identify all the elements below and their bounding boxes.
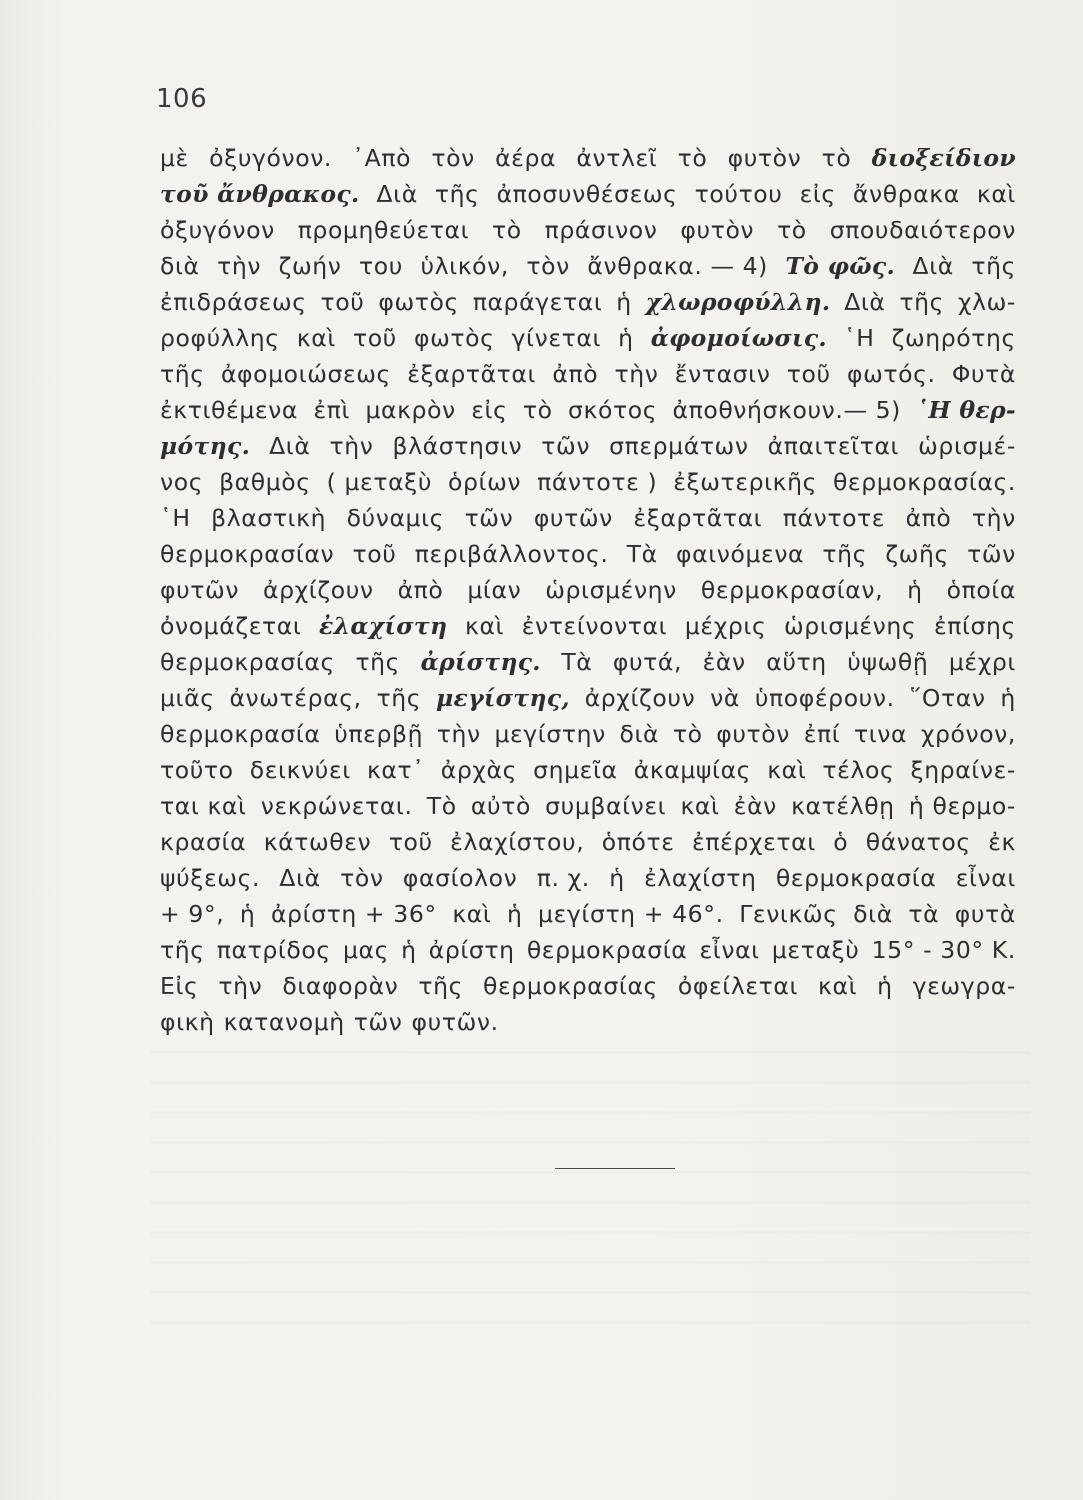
word: εἰς xyxy=(471,396,508,424)
word: εἶναι xyxy=(955,864,1016,892)
word: ὡρισμέ- xyxy=(918,432,1016,460)
word: θερμοκρασία xyxy=(526,936,688,964)
text-line xyxy=(160,464,1016,500)
word: δεικνύει xyxy=(249,756,351,784)
word: τὴν xyxy=(217,252,262,280)
word: αὐτὸ xyxy=(470,792,531,820)
word: ὁ xyxy=(833,828,849,856)
word: τὸ xyxy=(677,144,708,172)
word: νὰ xyxy=(710,684,740,712)
word: δύναμις xyxy=(346,504,445,532)
text-line xyxy=(160,860,1016,896)
word: καὶ xyxy=(818,972,858,1000)
word: τῶν xyxy=(464,504,514,532)
word: φωτὸς xyxy=(413,324,495,352)
emphasized-term: μεγίστης, xyxy=(436,684,570,712)
word: τέλος xyxy=(822,756,895,784)
word: Τὰ xyxy=(626,540,658,568)
word: ἡ xyxy=(907,576,923,604)
word: ἐκ xyxy=(988,828,1016,856)
word: τῆς xyxy=(160,936,205,964)
word: ἐπί xyxy=(803,720,841,748)
word: ἡ θερμο- xyxy=(908,792,1016,820)
word: βλάστησιν xyxy=(392,432,523,460)
word: μεγίστην xyxy=(494,720,606,748)
word: ᾿Απὸ xyxy=(352,144,412,172)
word: θερμοκρασίας. xyxy=(832,468,1016,496)
word: τούτου xyxy=(694,180,783,208)
word: ἀπὸ xyxy=(397,576,444,604)
word: τοῦτο xyxy=(160,756,234,784)
word: φωτός. xyxy=(846,360,936,388)
word: τῆς xyxy=(376,684,422,712)
word: θερμοκρασίας xyxy=(160,648,335,676)
word: ὀνομάζεται xyxy=(160,612,302,640)
word: τὸ xyxy=(492,216,522,244)
word: ὑψωθῇ xyxy=(847,648,929,676)
word: ἀρχίζουν xyxy=(263,576,374,604)
word: κρασία xyxy=(160,828,247,856)
word: καὶ xyxy=(976,180,1016,208)
emphasized-term: διοξείδιον xyxy=(871,144,1016,172)
text-line xyxy=(160,284,1016,320)
word: νεκρώνεται. xyxy=(260,792,413,820)
word: εἶναι xyxy=(699,936,760,964)
word: ζωῆς xyxy=(885,540,949,568)
word: ὑπερβῇ xyxy=(334,720,424,748)
word: ζωηρότης xyxy=(891,324,1016,352)
word: φυτὸν xyxy=(716,720,791,748)
word: 15° - 30° Κ. xyxy=(871,936,1016,964)
word: ἀρχίζουν xyxy=(584,684,696,712)
text-line xyxy=(160,644,1016,680)
word: τινα xyxy=(854,720,908,748)
text-line xyxy=(160,716,1016,752)
word: περιβάλλοντος. xyxy=(414,540,609,568)
word: ἡ xyxy=(239,900,256,928)
word: ἐξαρτᾶται xyxy=(633,504,763,532)
word: τῆς xyxy=(160,360,205,388)
word: μας xyxy=(342,936,389,964)
word: ὁποία xyxy=(946,576,1016,604)
text-line xyxy=(160,212,1016,248)
word: ἀρχὰς xyxy=(440,756,517,784)
word: φυτά, xyxy=(612,648,683,676)
word: σπουδαιότερον xyxy=(829,216,1016,244)
word: ἡ xyxy=(618,324,634,352)
word: καὶ xyxy=(452,900,492,928)
emphasized-term: Τὸ φῶς. xyxy=(785,252,896,280)
word: ὁπότε xyxy=(601,828,675,856)
text-line xyxy=(160,824,1016,860)
text-line xyxy=(160,932,1016,968)
word: τῶν xyxy=(967,540,1016,568)
word: μεγίστη + 46°. xyxy=(538,900,724,928)
word: ζωήν xyxy=(278,252,342,280)
word: φικὴ xyxy=(160,1008,215,1036)
word: φυτὰ xyxy=(954,900,1016,928)
word: τὸ xyxy=(522,396,553,424)
word: χλω- xyxy=(957,288,1016,316)
word: ροφύλλης xyxy=(160,324,280,352)
word: μιᾶς xyxy=(160,684,215,712)
word: θερμοκρασίαν, xyxy=(700,576,884,604)
word: κατέλθῃ xyxy=(791,792,895,820)
word: χρόνον, xyxy=(920,720,1016,748)
word: ἡ xyxy=(609,864,625,892)
word: φυτῶν xyxy=(160,576,240,604)
word: ἐπὶ xyxy=(313,396,351,424)
word: ἐὰν xyxy=(702,648,746,676)
word: ὑποφέρουν. xyxy=(754,684,895,712)
word: καὶ xyxy=(680,792,720,820)
word: μεταξὺ xyxy=(771,936,860,964)
word: σκότος xyxy=(568,396,658,424)
word: προμηθεύεται xyxy=(297,216,470,244)
text-line xyxy=(160,968,1016,1004)
word: ἐκτιθέμενα xyxy=(160,396,299,424)
word: τὸν xyxy=(526,252,570,280)
word: τῆς xyxy=(971,252,1016,280)
end-of-section-rule xyxy=(555,1168,675,1169)
word: μίαν xyxy=(467,576,522,604)
word: θερμοκρασίας xyxy=(483,972,658,1000)
word: τῶν xyxy=(353,1008,403,1036)
word: τοῦ xyxy=(388,828,433,856)
word: ἡ xyxy=(401,936,417,964)
word: φυτὸν xyxy=(727,144,802,172)
word: σπερμάτων xyxy=(609,432,749,460)
emphasized-term: μότης. xyxy=(160,432,251,460)
word: του xyxy=(359,252,403,280)
word: συμβαίνει xyxy=(545,792,667,820)
word: τοῦ xyxy=(352,540,397,568)
word: τὴν xyxy=(971,504,1016,532)
word: ἀπὸ xyxy=(905,504,952,532)
word: ἐὰν xyxy=(733,792,777,820)
word: + 9°, xyxy=(160,900,225,928)
word: κάτωθεν xyxy=(263,828,372,856)
word: βλαστικὴ xyxy=(211,504,327,532)
word: τὴν xyxy=(218,972,263,1000)
word: ἀκαμψίας xyxy=(633,756,752,784)
word: κατανομὴ xyxy=(223,1008,345,1036)
word: ἄνθρακα xyxy=(852,180,960,208)
word: ὀξυγόνον. xyxy=(209,144,333,172)
emphasized-term: ἀρίστης. xyxy=(420,648,541,676)
word: Διὰ xyxy=(376,180,418,208)
word: τὸν xyxy=(431,144,475,172)
word: ῾Η xyxy=(843,324,875,352)
word: μέχρις xyxy=(684,612,767,640)
word: μακρὸν xyxy=(365,396,456,424)
word: ἔντασιν xyxy=(674,360,771,388)
word: ὡρισμένην xyxy=(545,576,677,604)
word: ἐλαχίστου, xyxy=(450,828,585,856)
word: Διὰ xyxy=(279,864,321,892)
word: ῾Η xyxy=(160,504,191,532)
word: φασίολον xyxy=(402,864,518,892)
emphasized-term: τοῦ ἄνθρακος. xyxy=(160,180,360,208)
word: τὴν xyxy=(614,360,659,388)
word: π. χ. xyxy=(536,864,590,892)
word: ἀντλεῖ xyxy=(576,144,658,172)
word: τὸ xyxy=(777,216,807,244)
word: ται καὶ xyxy=(160,792,247,820)
text-line xyxy=(160,572,1016,608)
word: Φυτὰ xyxy=(951,360,1016,388)
word: ἐλαχίστη xyxy=(644,864,757,892)
word: ἡ xyxy=(616,288,632,316)
word: ἀφομοιώσεως xyxy=(220,360,391,388)
body-text xyxy=(160,140,1016,1040)
word: ἀρίστη xyxy=(428,936,515,964)
text-line xyxy=(160,536,1016,572)
word: βαθμὸς xyxy=(219,468,311,496)
word: τῆς xyxy=(899,288,945,316)
word: διὰ xyxy=(619,720,660,748)
word: φυτῶν. xyxy=(411,1008,499,1036)
text-line xyxy=(160,140,1016,176)
word: τὴν xyxy=(436,720,481,748)
word: ἀπαιτεῖται xyxy=(767,432,900,460)
word: τῆς xyxy=(355,648,401,676)
word: φυτῶν xyxy=(533,504,613,532)
word: ὀξυγόνον xyxy=(160,216,275,244)
word: καὶ xyxy=(465,612,505,640)
word: τὸ xyxy=(821,144,852,172)
word: ἡ xyxy=(877,972,893,1000)
word: καὶ xyxy=(767,756,807,784)
word: διαφορὰν xyxy=(282,972,399,1000)
word: κατ᾿ xyxy=(366,756,425,784)
word: μέχρι xyxy=(948,648,1016,676)
word: πράσινον xyxy=(544,216,658,244)
word: ἀνωτέρας, xyxy=(229,684,362,712)
word: ἡ xyxy=(1000,684,1016,712)
text-line xyxy=(160,608,1016,644)
word: διὰ xyxy=(160,252,200,280)
word: τὰ xyxy=(908,900,940,928)
word: τῶν xyxy=(541,432,591,460)
word: μὲ xyxy=(160,144,189,172)
bleed-through-shadow xyxy=(150,1025,1030,1345)
word: θάνατος xyxy=(865,828,971,856)
word: σημεῖα xyxy=(533,756,618,784)
word: παράγεται xyxy=(472,288,603,316)
word: Διὰ xyxy=(912,252,954,280)
word: Εἰς xyxy=(160,972,199,1000)
word: ἀποθνήσκουν.— 5) xyxy=(672,396,901,424)
text-line xyxy=(160,428,1016,464)
word: γίνεται xyxy=(511,324,602,352)
word: ἐξωτερικῆς xyxy=(673,468,817,496)
word: Γενικῶς xyxy=(739,900,838,928)
word: ἐπίσης xyxy=(933,612,1016,640)
word: ἐπιδράσεως xyxy=(160,288,307,316)
word: αὕτη xyxy=(766,648,827,676)
word: τὴν xyxy=(329,432,374,460)
word: φωτὸς xyxy=(378,288,459,316)
emphasized-term: ἐλαχίστη xyxy=(319,612,448,640)
word: ῞Οταν xyxy=(909,684,986,712)
word: θερμοκρασίαν xyxy=(160,540,335,568)
word: τὸν xyxy=(340,864,384,892)
word: ἀέρα xyxy=(495,144,557,172)
word: τῆς xyxy=(822,540,868,568)
word: ἐπέρχεται xyxy=(692,828,816,856)
word: ξηραίνε- xyxy=(910,756,1016,784)
word: ( μεταξὺ xyxy=(326,468,433,496)
word: διὰ xyxy=(853,900,893,928)
word: τῆς xyxy=(418,972,464,1000)
word: πάντοτε ) xyxy=(537,468,658,496)
word: πατρίδος xyxy=(216,936,331,964)
word: θερμοκρασία xyxy=(775,864,937,892)
word: νος xyxy=(160,468,204,496)
word: ψύξεως. xyxy=(160,864,261,892)
word: τὸ xyxy=(672,720,703,748)
text-line xyxy=(160,320,1016,356)
emphasized-term: ῾Η θερ- xyxy=(916,396,1016,424)
text-line xyxy=(160,176,1016,212)
word: ἀποσυνθέσεως xyxy=(496,180,678,208)
word: Τὰ xyxy=(561,648,593,676)
word: Τὸ xyxy=(426,792,457,820)
word: φαινόμενα xyxy=(676,540,805,568)
word: γεωγρα- xyxy=(912,972,1016,1000)
text-line xyxy=(160,1004,1016,1040)
word: ἡ xyxy=(506,900,523,928)
text-line xyxy=(160,356,1016,392)
word: ὀφείλεται xyxy=(677,972,799,1000)
text-line xyxy=(160,788,1016,824)
word: ὑλικόν, xyxy=(420,252,509,280)
text-line xyxy=(160,248,1016,284)
page-number: 106 xyxy=(156,84,208,114)
word: καὶ xyxy=(296,324,336,352)
text-line xyxy=(160,680,1016,716)
word: τῆς xyxy=(434,180,480,208)
word: Διὰ xyxy=(844,288,886,316)
word: ἐντείνονται xyxy=(521,612,668,640)
word: ὡρισμένης xyxy=(783,612,917,640)
emphasized-term: χλωροφύλλη. xyxy=(645,288,831,316)
word: ἄνθρακα. — 4) xyxy=(587,252,768,280)
text-line xyxy=(160,752,1016,788)
word: τοῦ xyxy=(320,288,365,316)
word: ἀρίστη + 36° xyxy=(270,900,437,928)
word: ἀπὸ xyxy=(552,360,599,388)
emphasized-term: ἀφομοίωσις. xyxy=(650,324,827,352)
word: πάντοτε xyxy=(782,504,886,532)
word: τοῦ xyxy=(786,360,831,388)
word: θερμοκρασία xyxy=(160,720,321,748)
text-line xyxy=(160,896,1016,932)
text-line xyxy=(160,392,1016,428)
word: Διὰ xyxy=(269,432,311,460)
word: εἰς xyxy=(799,180,836,208)
word: ἐξαρτᾶται xyxy=(407,360,537,388)
word: τοῦ xyxy=(352,324,397,352)
word: ὁρίων xyxy=(448,468,522,496)
word: φυτὸν xyxy=(680,216,755,244)
text-line xyxy=(160,500,1016,536)
